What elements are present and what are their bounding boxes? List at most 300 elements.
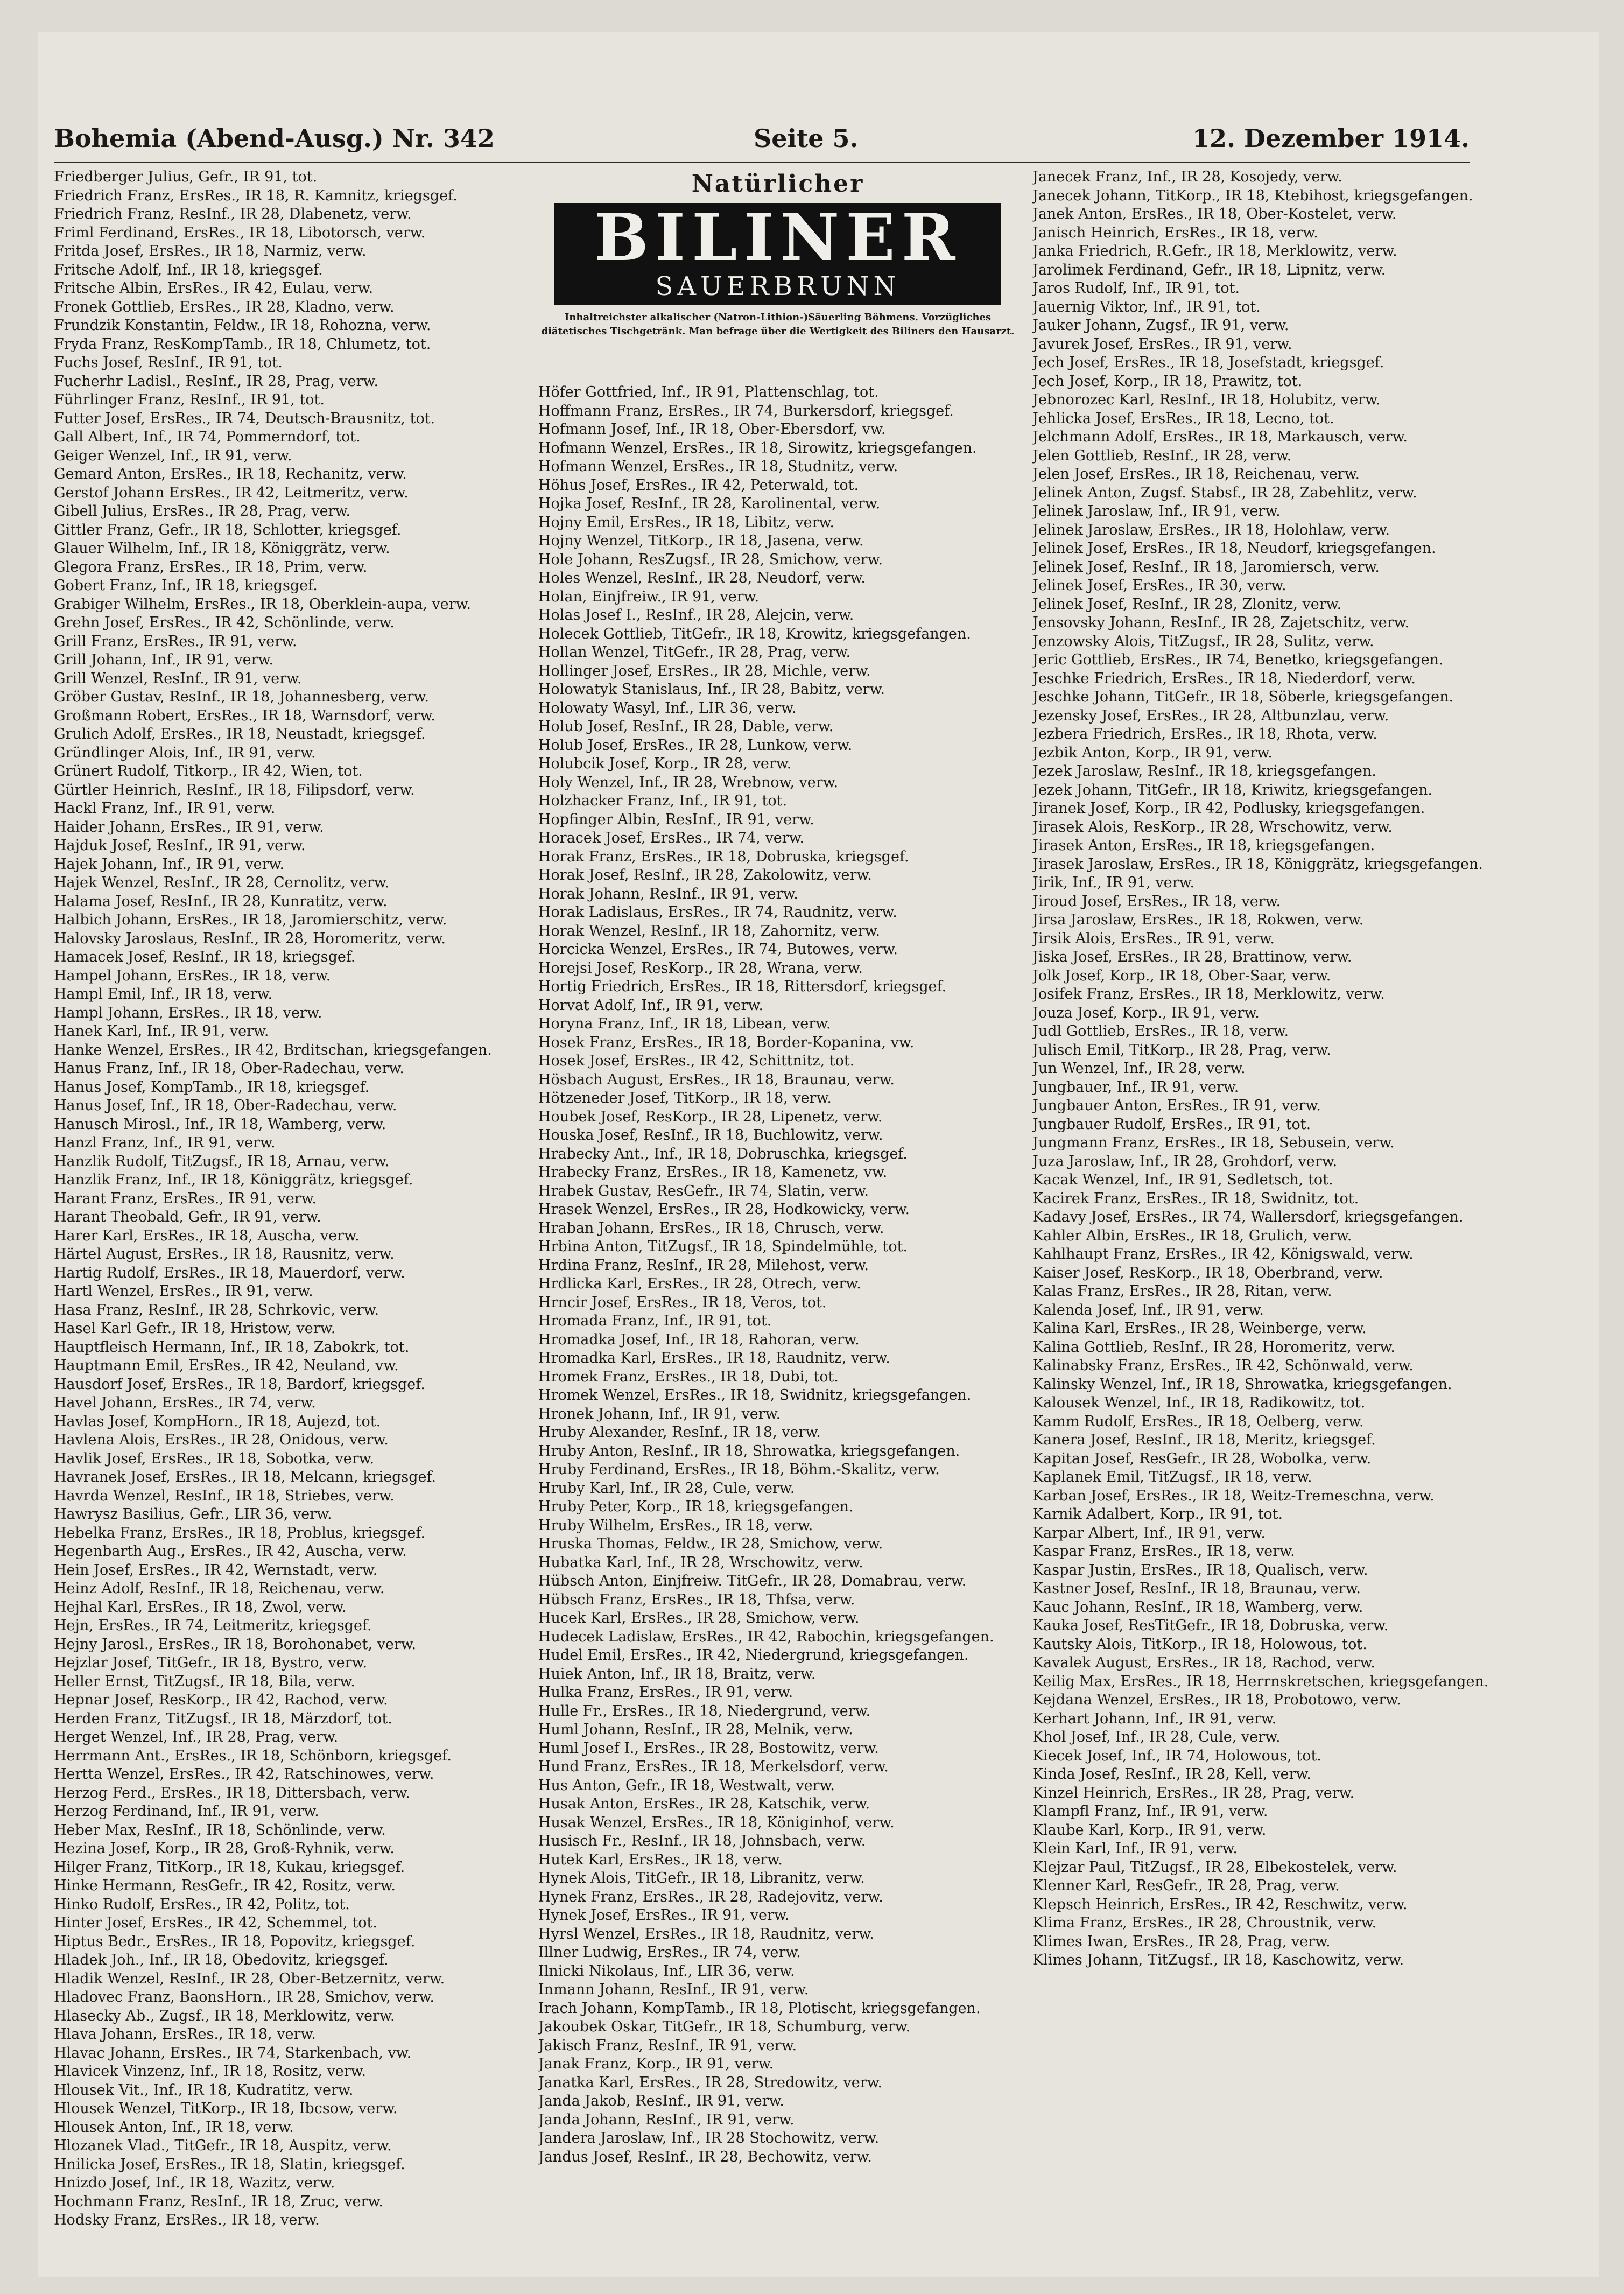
casualty-entry: Kastner Josef, ResInf., IR 18, Braunau, verw. bbox=[1032, 1580, 1361, 1597]
casualty-entry: Kalinsky Wenzel, Inf., IR 18, Shrowatka, kriegsgefangen. bbox=[1032, 1376, 1452, 1393]
casualty-entry: Kinda Josef, ResInf., IR 28, Kell, verw. bbox=[1032, 1766, 1311, 1783]
casualty-entry: Gürtler Heinrich, ResInf., IR 18, Filipsdorf, verw. bbox=[54, 781, 415, 798]
casualty-entry: Klaube Karl, Korp., IR 91, verw. bbox=[1032, 1821, 1267, 1839]
casualty-entry: Futter Josef, ErsRes., IR 74, Deutsch-Brausnitz, tot. bbox=[54, 410, 435, 427]
casualty-entry: Hofmann Wenzel, ErsRes., IR 18, Studnitz, verw. bbox=[538, 458, 898, 475]
casualty-entry: Hötzeneder Josef, TitKorp., IR 18, verw. bbox=[538, 1090, 832, 1106]
masthead-issue: Bohemia (Abend-Ausg.) Nr. 342 bbox=[54, 124, 495, 153]
casualty-entry: Hauptfleisch Hermann, Inf., IR 18, Zabokrk, tot. bbox=[54, 1338, 410, 1356]
casualty-entry: Halovsky Jaroslaus, ResInf., IR 28, Horomeritz, verw. bbox=[54, 930, 446, 947]
casualty-entry: Hoffmann Franz, ErsRes., IR 74, Burkersdorf, kriegsgef. bbox=[538, 402, 954, 419]
casualty-entry: Jiska Josef, ErsRes., IR 28, Brattinow, verw. bbox=[1032, 949, 1352, 965]
casualty-entry: Hanzl Franz, Inf., IR 91, verw. bbox=[54, 1134, 276, 1151]
casualty-entry: Hulle Fr., ErsRes., IR 18, Niedergrund, verw. bbox=[538, 1702, 871, 1720]
casualty-entry: Hladik Wenzel, ResInf., IR 28, Ober-Betzernitz, verw. bbox=[54, 1970, 445, 1987]
casualty-entry: Hasa Franz, ResInf., IR 28, Schrkovic, verw. bbox=[54, 1301, 379, 1318]
casualty-entry: Friedberger Julius, Gefr., IR 91, tot. bbox=[54, 169, 318, 185]
casualty-entry: Kamm Rudolf, ErsRes., IR 18, Oelberg, verw. bbox=[1032, 1413, 1364, 1430]
casualty-entry: Harant Theobald, Gefr., IR 91, verw. bbox=[54, 1209, 321, 1225]
casualty-entry: Hlousek Anton, Inf., IR 18, verw. bbox=[54, 2118, 294, 2136]
casualty-entry: Horyna Franz, Inf., IR 18, Libean, verw. bbox=[538, 1015, 831, 1032]
casualty-entry: Juza Jaroslaw, Inf., IR 28, Grohdorf, verw. bbox=[1032, 1153, 1338, 1170]
casualty-entry: Hausdorf Josef, ErsRes., IR 18, Bardorf, kriegsgef. bbox=[54, 1376, 425, 1393]
casualty-entry: Herget Wenzel, Inf., IR 28, Prag, verw. bbox=[54, 1729, 339, 1745]
casualty-entry: Kaplanek Emil, TitZugsf., IR 18, verw. bbox=[1032, 1469, 1312, 1485]
column-3 bbox=[1032, 168, 1506, 1970]
casualty-entry: Grill Franz, ErsRes., IR 91, verw. bbox=[54, 633, 297, 650]
casualty-entry: Hynek Josef, ErsRes., IR 91, verw. bbox=[538, 1907, 790, 1924]
casualty-entry: Kalina Karl, ErsRes., IR 28, Weinberge, verw. bbox=[1032, 1320, 1367, 1337]
ad-kicker: Natürlicher bbox=[691, 170, 864, 198]
casualty-entry: Klima Franz, ErsRes., IR 28, Chroustnik, verw. bbox=[1032, 1914, 1377, 1931]
casualty-entry: Huml Johann, ResInf., IR 28, Melnik, verw. bbox=[538, 1721, 853, 1738]
casualty-entry: Havrda Wenzel, ResInf., IR 18, Striebes, verw. bbox=[54, 1487, 395, 1504]
casualty-entry: Kauka Josef, ResTitGefr., IR 18, Dobruska, verw. bbox=[1032, 1617, 1389, 1634]
casualty-entry: Heinz Adolf, ResInf., IR 18, Reichenau, verw. bbox=[54, 1580, 385, 1597]
casualty-entry: Hanus Josef, Inf., IR 18, Ober-Radechau, verw. bbox=[54, 1097, 397, 1114]
casualty-entry: Fritsche Albin, ErsRes., IR 42, Eulau, verw. bbox=[54, 280, 374, 297]
casualty-entry: Hofmann Josef, Inf., IR 18, Ober-Ebersdorf, vw. bbox=[538, 421, 886, 438]
casualty-entry: Hampel Johann, ErsRes., IR 18, verw. bbox=[54, 967, 331, 984]
casualty-entry: Klepsch Heinrich, ErsRes., IR 42, Reschwitz, verw. bbox=[1032, 1896, 1408, 1913]
casualty-entry: Hopfinger Albin, ResInf., IR 91, verw. bbox=[538, 811, 814, 828]
casualty-entry: Huml Josef I., ErsRes., IR 28, Bostowitz, verw. bbox=[538, 1739, 879, 1757]
casualty-entry: Herden Franz, TitZugsf., IR 18, Märzdorf, tot. bbox=[54, 1710, 392, 1727]
casualty-entry: Kanera Josef, ResInf., IR 18, Meritz, kriegsgef. bbox=[1032, 1432, 1376, 1448]
casualty-entry: Holzhacker Franz, Inf., IR 91, tot. bbox=[538, 792, 788, 809]
casualty-entry: Fritsche Adolf, Inf., IR 18, kriegsgef. bbox=[54, 261, 323, 278]
casualty-entry: Jakoubek Oskar, TitGefr., IR 18, Schumburg, verw. bbox=[538, 2018, 911, 2035]
casualty-entry: Hejny Jarosl., ErsRes., IR 18, Borohonabet, verw. bbox=[54, 1636, 417, 1653]
casualty-entry: Hole Johann, ResZugsf., IR 28, Smichow, verw. bbox=[538, 551, 883, 568]
casualty-entry: Havlik Josef, ErsRes., IR 18, Sobotka, verw. bbox=[54, 1450, 375, 1467]
casualty-entry: Janda Jakob, ResInf., IR 91, verw. bbox=[538, 2093, 784, 2109]
casualty-entry: Kacak Wenzel, Inf., IR 91, Sedletsch, tot. bbox=[1032, 1171, 1333, 1188]
casualty-entry: Hlozanek Vlad., TitGefr., IR 18, Auspitz, verw. bbox=[54, 2137, 392, 2154]
casualty-entry: Jelinek Josef, ResInf., IR 28, Zlonitz, verw. bbox=[1032, 595, 1342, 613]
casualty-entry: Hanus Josef, KompTamb., IR 18, kriegsgef. bbox=[54, 1078, 370, 1096]
casualty-entry: Kalina Gottlieb, ResInf., IR 28, Horomeritz, verw. bbox=[1032, 1338, 1395, 1356]
casualty-entry: Harant Franz, ErsRes., IR 91, verw. bbox=[54, 1190, 317, 1207]
casualty-entry: Großmann Robert, ErsRes., IR 18, Warnsdorf, verw. bbox=[54, 707, 436, 724]
casualty-entry: Jezensky Josef, ErsRes., IR 28, Altbunzlau, verw. bbox=[1032, 707, 1389, 724]
casualty-entry: Keilig Max, ErsRes., IR 18, Herrnskretschen, kriegsgefangen. bbox=[1032, 1673, 1489, 1690]
casualty-entry: Frundzik Konstantin, Feldw., IR 18, Rohozna, verw. bbox=[54, 317, 431, 334]
casualty-entry: Hollan Wenzel, TitGefr., IR 28, Prag, verw. bbox=[538, 644, 851, 661]
casualty-entry: Hawrysz Basilius, Gefr., LIR 36, verw. bbox=[54, 1506, 332, 1523]
casualty-entry: Jelinek Josef, ErsRes., IR 30, verw. bbox=[1032, 577, 1286, 594]
casualty-entry: Jolk Josef, Korp., IR 18, Ober-Saar, verw. bbox=[1032, 967, 1331, 984]
casualty-entry: Hnilicka Josef, ErsRes., IR 18, Slatin, kriegsgef. bbox=[54, 2156, 405, 2173]
column-1 bbox=[54, 168, 528, 2230]
casualty-entry: Hojny Wenzel, TitKorp., IR 18, Jasena, verw. bbox=[538, 532, 864, 549]
casualty-entry: Holecek Gottlieb, TitGefr., IR 18, Krowitz, kriegsgefangen. bbox=[538, 625, 971, 642]
casualty-entry: Hejn, ErsRes., IR 74, Leitmeritz, kriegsgef. bbox=[54, 1617, 372, 1634]
casualty-entry: Hampl Johann, ErsRes., IR 18, verw. bbox=[54, 1004, 322, 1021]
casualty-entry: Jeschke Friedrich, ErsRes., IR 18, Niederdorf, verw. bbox=[1032, 670, 1416, 687]
casualty-entry: Havlena Alois, ErsRes., IR 28, Onidous, verw. bbox=[54, 1432, 389, 1448]
casualty-entry: Gründlinger Alois, Inf., IR 91, verw. bbox=[54, 744, 316, 761]
casualty-entry: Hladek Joh., Inf., IR 18, Obedovitz, kriegsgef. bbox=[54, 1952, 389, 1968]
casualty-entry: Jelen Gottlieb, ResInf., IR 28, verw. bbox=[1032, 447, 1292, 464]
casualty-entry: Jelchmann Adolf, ErsRes., IR 18, Markausch, verw. bbox=[1032, 429, 1408, 445]
casualty-entry: Hollinger Josef, ErsRes., IR 28, Michle, verw. bbox=[538, 662, 871, 679]
casualty-entry: Heller Ernst, TitZugsf., IR 18, Bila, verw. bbox=[54, 1673, 355, 1690]
casualty-entry: Höhus Josef, ErsRes., IR 42, Peterwald, tot. bbox=[538, 476, 859, 494]
casualty-entry: Jirsik Alois, ErsRes., IR 91, verw. bbox=[1032, 930, 1275, 947]
casualty-entry: Gittler Franz, Gefr., IR 18, Schlotter, kriegsgef. bbox=[54, 521, 402, 538]
casualty-entry: Jebnorozec Karl, ResInf., IR 18, Holubitz, verw. bbox=[1032, 391, 1381, 408]
casualty-entry: Holas Josef I., ResInf., IR 28, Alejcin, verw. bbox=[538, 607, 854, 623]
casualty-entry: Jirasek Anton, ErsRes., IR 18, kriegsgefangen. bbox=[1032, 837, 1375, 854]
ad-brand-name: BILINER bbox=[594, 200, 962, 276]
casualty-entry: Hanus Franz, Inf., IR 18, Ober-Radechau, verw. bbox=[54, 1060, 404, 1077]
casualty-entry: Hlasecky Ab., Zugsf., IR 18, Merklowitz, verw. bbox=[54, 2007, 395, 2024]
casualty-entry: Härtel August, ErsRes., IR 18, Rausnitz, verw. bbox=[54, 1246, 395, 1262]
casualty-entry: Jelinek Jaroslaw, Inf., IR 91, verw. bbox=[1032, 503, 1281, 520]
page-header bbox=[54, 113, 1470, 162]
casualty-entry: Kalinabsky Franz, ErsRes., IR 42, Schönwald, verw. bbox=[1032, 1357, 1414, 1374]
casualty-entry: Horak Wenzel, ResInf., IR 18, Zahornitz, verw. bbox=[538, 922, 881, 939]
casualty-entry: Julisch Emil, TitKorp., IR 28, Prag, verw. bbox=[1032, 1041, 1331, 1058]
casualty-entry: Jezbik Anton, Korp., IR 91, verw. bbox=[1032, 744, 1273, 761]
casualty-entry: Fuchs Josef, ResInf., IR 91, tot. bbox=[54, 354, 283, 371]
casualty-entry: Gemard Anton, ErsRes., IR 18, Rechanitz, verw. bbox=[54, 466, 407, 482]
casualty-entry: Hyrsl Wenzel, ErsRes., IR 18, Raudnitz, verw. bbox=[538, 1925, 874, 1942]
header-rule bbox=[54, 162, 1470, 163]
casualty-entry: Kerhart Johann, Inf., IR 91, verw. bbox=[1032, 1710, 1277, 1727]
casualty-entry: Hartig Rudolf, ErsRes., IR 18, Mauerdorf, verw. bbox=[54, 1264, 405, 1281]
casualty-entry: Hus Anton, Gefr., IR 18, Westwalt, verw. bbox=[538, 1777, 835, 1794]
casualty-entry: Hrdlicka Karl, ErsRes., IR 28, Otrech, verw. bbox=[538, 1275, 861, 1292]
casualty-entry: Janka Friedrich, R.Gefr., IR 18, Merklowitz, verw. bbox=[1032, 243, 1397, 259]
casualty-entry: Hromadka Josef, Inf., IR 18, Rahoran, verw. bbox=[538, 1331, 860, 1348]
casualty-entry: Hynek Alois, TitGefr., IR 18, Libranitz, verw. bbox=[538, 1870, 865, 1886]
casualty-entry: Jandera Jaroslaw, Inf., IR 28 Stochowitz, verw. bbox=[538, 2130, 880, 2146]
casualty-entry: Glauer Wilhelm, Inf., IR 18, Königgrätz, verw. bbox=[54, 540, 390, 557]
casualty-entry: Gerstof Johann ErsRes., IR 42, Leitmeritz, verw. bbox=[54, 484, 409, 501]
casualty-entry: Hartl Wenzel, ErsRes., IR 91, verw. bbox=[54, 1283, 313, 1300]
casualty-entry: Hnizdo Josef, Inf., IR 18, Wazitz, verw. bbox=[54, 2174, 335, 2191]
casualty-entry: Jaros Rudolf, Inf., IR 91, tot. bbox=[1032, 280, 1240, 297]
casualty-entry: Herrmann Ant., ErsRes., IR 18, Schönborn, kriegsgef. bbox=[54, 1747, 452, 1764]
casualty-entry: Kaiser Josef, ResKorp., IR 18, Oberbrand, verw. bbox=[1032, 1264, 1383, 1281]
casualty-entry: Josifek Franz, ErsRes., IR 18, Merklowitz, verw. bbox=[1032, 986, 1385, 1002]
ad-brand-sub: SAUERBRUNN bbox=[655, 271, 901, 301]
casualty-entry: Fronek Gottlieb, ErsRes., IR 28, Kladno, verw. bbox=[54, 298, 395, 315]
casualty-entry: Jauernig Viktor, Inf., IR 91, tot. bbox=[1032, 298, 1261, 315]
casualty-entry: Hynek Franz, ErsRes., IR 28, Radejovitz, verw. bbox=[538, 1888, 883, 1905]
casualty-entry: Hutek Karl, ErsRes., IR 18, verw. bbox=[538, 1851, 783, 1868]
casualty-entry: Kahler Albin, ErsRes., IR 18, Grulich, verw. bbox=[1032, 1227, 1352, 1244]
casualty-entry: Führlinger Franz, ResInf., IR 91, tot. bbox=[54, 391, 325, 408]
casualty-entry: Holan, Einjfreiw., IR 91, verw. bbox=[538, 588, 760, 605]
casualty-entry: Hebelka Franz, ErsRes., IR 18, Problus, kriegsgef. bbox=[54, 1524, 426, 1541]
casualty-entry: Holowaty Wasyl, Inf., LIR 36, verw. bbox=[538, 699, 797, 717]
casualty-entry: Hiptus Bedr., ErsRes., IR 18, Popovitz, kriegsgef. bbox=[54, 1933, 416, 1950]
casualty-entry: Hruby Alexander, ResInf., IR 18, verw. bbox=[538, 1424, 821, 1441]
casualty-entry: Kalousek Wenzel, Inf., IR 18, Radikowitz, tot. bbox=[1032, 1394, 1366, 1411]
casualty-entry: Hejzlar Josef, TitGefr., IR 18, Bystro, verw. bbox=[54, 1654, 368, 1671]
casualty-entry: Jirasek Jaroslaw, ErsRes., IR 18, Königgrätz, kriegsgefangen. bbox=[1032, 855, 1483, 873]
casualty-entry: Hanzlik Rudolf, TitZugsf., IR 18, Arnau, verw. bbox=[54, 1153, 390, 1170]
casualty-entry: Hertta Wenzel, ErsRes., IR 42, Ratschinowes, verw. bbox=[54, 1766, 434, 1783]
casualty-entry: Jiranek Josef, Korp., IR 42, Podlusky, kriegsgefangen. bbox=[1032, 800, 1425, 817]
issue-date: 12. Dezember 1914. bbox=[1192, 124, 1470, 153]
casualty-entry: Kiecek Josef, Inf., IR 74, Holowous, tot. bbox=[1032, 1747, 1321, 1764]
casualty-entry: Hübsch Anton, Einjfreiw. TitGefr., IR 28, Domabrau, verw. bbox=[538, 1573, 967, 1589]
casualty-entry: Jelinek Jaroslaw, ErsRes., IR 18, Holohlaw, verw. bbox=[1032, 521, 1390, 538]
casualty-entry: Havlas Josef, KompHorn., IR 18, Aujezd, tot. bbox=[54, 1413, 381, 1430]
casualty-entry: Kalenda Josef, Inf., IR 91, verw. bbox=[1032, 1301, 1264, 1318]
casualty-entry: Jauker Johann, Zugsf., IR 91, verw. bbox=[1032, 317, 1289, 334]
casualty-entry: Jelinek Josef, ResInf., IR 18, Jaromiersch, verw. bbox=[1032, 558, 1380, 576]
casualty-entry: Hlavicek Vinzenz, Inf., IR 18, Rositz, verw. bbox=[54, 2063, 367, 2080]
casualty-entry: Janecek Franz, Inf., IR 28, Kosojedy, verw. bbox=[1032, 169, 1342, 185]
casualty-entry: Hudecek Ladislaw, ErsRes., IR 42, Rabochin, kriegsgefangen. bbox=[538, 1628, 994, 1645]
casualty-entry: Hlousek Vit., Inf., IR 18, Kudratitz, verw. bbox=[54, 2081, 354, 2099]
casualty-entry: Jarolimek Ferdinand, Gefr., IR 18, Lipnitz, verw. bbox=[1032, 261, 1386, 278]
casualty-entry: Hezina Josef, Korp., IR 28, Groß-Ryhnik, verw. bbox=[54, 1840, 395, 1857]
casualty-entry: Kapitan Josef, ResGefr., IR 28, Wobolka, verw. bbox=[1032, 1450, 1372, 1467]
casualty-entry: Jehlicka Josef, ErsRes., IR 18, Lecno, tot. bbox=[1032, 410, 1334, 427]
casualty-entry: Jirik, Inf., IR 91, verw. bbox=[1032, 874, 1195, 891]
casualty-entry: Klimes Johann, TitZugsf., IR 18, Kaschowitz, verw. bbox=[1032, 1952, 1404, 1968]
casualty-entry: Hlousek Wenzel, TitKorp., IR 18, Ibcsow, verw. bbox=[54, 2100, 398, 2117]
casualty-entry: Jouza Josef, Korp., IR 91, verw. bbox=[1032, 1004, 1260, 1021]
casualty-entry: Horak Josef, ResInf., IR 28, Zakolowitz, verw. bbox=[538, 867, 872, 883]
casualty-entry: Holy Wenzel, Inf., IR 28, Wrebnow, verw. bbox=[538, 774, 839, 791]
casualty-entry: Hrdina Franz, ResInf., IR 28, Milehost, verw. bbox=[538, 1257, 869, 1274]
casualty-entry: Kavalek August, ErsRes., IR 18, Rachod, verw. bbox=[1032, 1654, 1375, 1671]
casualty-entry: Hein Josef, ErsRes., IR 42, Wernstadt, verw. bbox=[54, 1561, 378, 1579]
casualty-entry: Hanzlik Franz, Inf., IR 18, Königgrätz, kriegsgef. bbox=[54, 1171, 413, 1188]
casualty-entry: Hucek Karl, ErsRes., IR 28, Smichow, verw. bbox=[538, 1610, 860, 1626]
casualty-entry: Grünert Rudolf, Titkorp., IR 42, Wien, tot. bbox=[54, 763, 363, 780]
casualty-entry: Hosek Franz, ErsRes., IR 18, Border-Kopanina, vw. bbox=[538, 1034, 915, 1051]
casualty-entry: Janatka Karl, ErsRes., IR 28, Stredowitz, verw. bbox=[538, 2074, 883, 2091]
casualty-entry: Jelinek Josef, ErsRes., IR 18, Neudorf, kriegsgefangen. bbox=[1032, 540, 1436, 557]
casualty-entry: Hampl Emil, Inf., IR 18, verw. bbox=[54, 986, 273, 1002]
casualty-entry: Huiek Anton, Inf., IR 18, Braitz, verw. bbox=[538, 1665, 816, 1682]
casualty-entry: Hrbina Anton, TitZugsf., IR 18, Spindelmühle, tot. bbox=[538, 1238, 908, 1255]
casualty-entry: Horejsi Josef, ResKorp., IR 28, Wrana, verw. bbox=[538, 959, 863, 977]
casualty-entry: Jech Josef, Korp., IR 18, Prawitz, tot. bbox=[1032, 373, 1303, 390]
casualty-entry: Kahlhaupt Franz, ErsRes., IR 42, Königswald, verw. bbox=[1032, 1246, 1414, 1262]
casualty-entry: Klejzar Paul, TitZugsf., IR 28, Elbekostelek, verw. bbox=[1032, 1858, 1397, 1876]
casualty-entry: Hochmann Franz, ResInf., IR 18, Zruc, verw. bbox=[54, 2193, 383, 2210]
casualty-entry: Hackl Franz, Inf., IR 91, verw. bbox=[54, 800, 276, 817]
casualty-entry: Havranek Josef, ErsRes., IR 18, Melcann, kriegsgef. bbox=[54, 1469, 437, 1485]
casualty-entry: Irach Johann, KompTamb., IR 18, Plotischt, kriegsgefangen. bbox=[538, 2000, 981, 2017]
casualty-entry: Glegora Franz, ErsRes., IR 18, Prim, verw. bbox=[54, 558, 368, 576]
casualty-entry: Hudel Emil, ErsRes., IR 42, Niedergrund, kriegsgefangen. bbox=[538, 1647, 969, 1664]
casualty-entry: Kacirek Franz, ErsRes., IR 18, Swidnitz, tot. bbox=[1032, 1190, 1359, 1207]
casualty-entry: Holowatyk Stanislaus, Inf., IR 28, Babitz, verw. bbox=[538, 681, 885, 698]
casualty-entry: Hepnar Josef, ResKorp., IR 42, Rachod, verw. bbox=[54, 1692, 388, 1708]
casualty-entry: Hrabecky Ant., Inf., IR 18, Dobruschka, kriegsgef. bbox=[538, 1145, 908, 1162]
casualty-entry: Klenner Karl, ResGefr., IR 28, Prag, verw. bbox=[1032, 1877, 1340, 1894]
casualty-entry: Houska Josef, ResInf., IR 18, Buchlowitz, verw. bbox=[538, 1127, 883, 1144]
casualty-entry: Grill Johann, Inf., IR 91, verw. bbox=[54, 651, 274, 668]
casualty-entry: Hodsky Franz, ErsRes., IR 18, verw. bbox=[54, 2212, 320, 2228]
casualty-entry: Klein Karl, Inf., IR 91, verw. bbox=[1032, 1840, 1238, 1857]
casualty-entry: Judl Gottlieb, ErsRes., IR 18, verw. bbox=[1032, 1023, 1289, 1040]
casualty-entry: Fryda Franz, ResKompTamb., IR 18, Chlumetz, tot. bbox=[54, 335, 431, 353]
casualty-entry: Hrabek Gustav, ResGefr., IR 74, Slatin, verw. bbox=[538, 1182, 869, 1199]
biliner-advertisement bbox=[538, 168, 1017, 373]
casualty-entry: Janisch Heinrich, ErsRes., IR 18, verw. bbox=[1032, 224, 1318, 241]
casualty-entry: Hruby Karl, Inf., IR 28, Cule, verw. bbox=[538, 1479, 795, 1497]
casualty-entry: Janda Johann, ResInf., IR 91, verw. bbox=[538, 2111, 795, 2128]
casualty-entry: Jandus Josef, ResInf., IR 28, Bechowitz, verw. bbox=[538, 2148, 872, 2165]
casualty-entry: Hruby Wilhelm, ErsRes., IR 18, verw. bbox=[538, 1517, 813, 1534]
casualty-entry: Horak Ladislaus, ErsRes., IR 74, Raudnitz, verw. bbox=[538, 904, 897, 921]
casualty-entry: Kadavy Josef, ErsRes., IR 74, Wallersdorf, kriegsgefangen. bbox=[1032, 1209, 1464, 1225]
casualty-entry: Kalas Franz, ErsRes., IR 28, Ritan, verw. bbox=[1032, 1283, 1332, 1300]
casualty-entry: Karban Josef, ErsRes., IR 18, Weitz-Tremeschna, verw. bbox=[1032, 1487, 1435, 1504]
casualty-entry: Hinter Josef, ErsRes., IR 42, Schemmel, tot. bbox=[54, 1914, 377, 1931]
casualty-entry: Jakisch Franz, ResInf., IR 91, verw. bbox=[538, 2037, 797, 2054]
casualty-entry: Karpar Albert, Inf., IR 91, verw. bbox=[1032, 1524, 1266, 1541]
casualty-entry: Janak Franz, Korp., IR 91, verw. bbox=[538, 2056, 774, 2072]
casualty-entry: Husak Anton, ErsRes., IR 28, Katschik, verw. bbox=[538, 1795, 870, 1812]
casualty-entry: Hrabecky Franz, ErsRes., IR 18, Kamenetz, vw. bbox=[538, 1164, 888, 1181]
casualty-entry: Grehn Josef, ErsRes., IR 42, Schönlinde, verw. bbox=[54, 614, 395, 631]
casualty-entry: Hruska Thomas, Feldw., IR 28, Smichow, verw. bbox=[538, 1535, 883, 1552]
casualty-entry: Jelinek Anton, Zugsf. Stabsf., IR 28, Zabehlitz, verw. bbox=[1032, 484, 1417, 501]
casualty-entry: Horacek Josef, ErsRes., IR 74, verw. bbox=[538, 830, 805, 846]
casualty-entry: Kaspar Justin, ErsRes., IR 18, Qualisch, verw. bbox=[1032, 1561, 1368, 1579]
casualty-entry: Holub Josef, ResInf., IR 28, Dable, verw. bbox=[538, 718, 834, 735]
casualty-entry: Hinke Hermann, ResGefr., IR 42, Rositz, verw. bbox=[54, 1877, 396, 1894]
casualty-entry: Jech Josef, ErsRes., IR 18, Josefstadt, kriegsgef. bbox=[1032, 354, 1384, 371]
casualty-entry: Kauc Johann, ResInf., IR 18, Wamberg, verw. bbox=[1032, 1598, 1363, 1616]
casualty-entry: Illner Ludwig, ErsRes., IR 74, verw. bbox=[538, 1944, 801, 1961]
casualty-entry: Ilnicki Nikolaus, Inf., LIR 36, verw. bbox=[538, 1962, 795, 1980]
casualty-entry: Inmann Johann, ResInf., IR 91, verw. bbox=[538, 1981, 809, 1998]
casualty-entry: Hruby Ferdinand, ErsRes., IR 18, Böhm.-Skalitz, verw. bbox=[538, 1461, 940, 1478]
page-number: Seite 5. bbox=[754, 124, 859, 153]
casualty-entry: Hlavac Johann, ErsRes., IR 74, Starkenbach, vw. bbox=[54, 2044, 412, 2061]
casualty-entry: Friedrich Franz, ErsRes., IR 18, R. Kamnitz, kriegsgef. bbox=[54, 187, 458, 204]
casualty-entry: Jelen Josef, ErsRes., IR 18, Reichenau, verw. bbox=[1032, 466, 1360, 482]
casualty-entry: Jeric Gottlieb, ErsRes., IR 74, Benetko, kriegsgefangen. bbox=[1032, 651, 1444, 668]
casualty-entry: Hösbach August, ErsRes., IR 18, Braunau, verw. bbox=[538, 1071, 895, 1088]
casualty-entry: Karnik Adalbert, Korp., IR 91, tot. bbox=[1032, 1506, 1283, 1523]
casualty-entry: Hund Franz, ErsRes., IR 18, Merkelsdorf, verw. bbox=[538, 1758, 889, 1775]
casualty-entry: Kinzel Heinrich, ErsRes., IR 28, Prag, verw. bbox=[1032, 1784, 1355, 1801]
casualty-entry: Jensovsky Johann, ResInf., IR 28, Zajetschitz, verw. bbox=[1032, 614, 1410, 631]
casualty-entry: Horcicka Wenzel, ErsRes., IR 74, Butowes, verw. bbox=[538, 941, 898, 958]
casualty-entry: Hosek Josef, ErsRes., IR 42, Schittnitz, tot. bbox=[538, 1053, 855, 1069]
casualty-entry: Halbich Johann, ErsRes., IR 18, Jaromierschitz, verw. bbox=[54, 911, 447, 928]
casualty-entry: Hajek Johann, Inf., IR 91, verw. bbox=[54, 855, 285, 873]
casualty-entry: Heber Max, ResInf., IR 18, Schönlinde, verw. bbox=[54, 1821, 386, 1839]
casualty-entry: Klampfl Franz, Inf., IR 91, verw. bbox=[1032, 1803, 1268, 1820]
casualty-entry: Hajek Wenzel, ResInf., IR 28, Cernolitz, verw. bbox=[54, 874, 390, 891]
casualty-entry: Hruby Anton, ResInf., IR 18, Shrowatka, kriegsgefangen. bbox=[538, 1442, 960, 1460]
casualty-entry: Jungmann Franz, ErsRes., IR 18, Sebusein, verw. bbox=[1032, 1134, 1395, 1151]
casualty-entry: Hromada Franz, Inf., IR 91, tot. bbox=[538, 1313, 772, 1329]
casualty-entry: Hruby Peter, Korp., IR 18, kriegsgefangen. bbox=[538, 1498, 854, 1515]
casualty-entry: Hronek Johann, Inf., IR 91, verw. bbox=[538, 1405, 781, 1422]
casualty-entry: Geiger Wenzel, Inf., IR 91, verw. bbox=[54, 447, 292, 464]
casualty-entry: Kaspar Franz, ErsRes., IR 18, verw. bbox=[1032, 1543, 1295, 1560]
casualty-entry: Grill Wenzel, ResInf., IR 91, verw. bbox=[54, 670, 302, 687]
casualty-entry: Jezbera Friedrich, ErsRes., IR 18, Rhota, verw. bbox=[1032, 726, 1377, 742]
casualty-entry: Hajduk Josef, ResInf., IR 91, verw. bbox=[54, 837, 306, 854]
casualty-entry: Houbek Josef, ResKorp., IR 28, Lipenetz, verw. bbox=[538, 1108, 883, 1125]
casualty-entry: Khol Josef, Inf., IR 28, Cule, verw. bbox=[1032, 1729, 1281, 1745]
casualty-entry: Hilger Franz, TitKorp., IR 18, Kukau, kriegsgef. bbox=[54, 1858, 405, 1876]
casualty-entry: Friedrich Franz, ResInf., IR 28, Dlabenetz, verw. bbox=[54, 206, 412, 222]
casualty-entry: Hanusch Mirosl., Inf., IR 18, Wamberg, verw. bbox=[54, 1116, 386, 1133]
casualty-entry: Höfer Gottfried, Inf., IR 91, Plattenschlag, tot. bbox=[538, 384, 879, 401]
casualty-entry: Jiroud Josef, ErsRes., IR 18, verw. bbox=[1032, 893, 1281, 910]
casualty-entry: Grulich Adolf, ErsRes., IR 18, Neustadt, kriegsgef. bbox=[54, 726, 426, 742]
casualty-entry: Friml Ferdinand, ErsRes., IR 18, Libotorsch, verw. bbox=[54, 224, 426, 241]
ad-description: Inhaltreichster alkalischer (Natron-Lithion-)Säuerling Böhmens. Vorzügliches diätetisches Tischgetränk. Man befrage über die Wertigkeit des Biliners den Hausarzt. bbox=[541, 312, 1015, 337]
casualty-entry: Jungbauer, Inf., IR 91, verw. bbox=[1032, 1078, 1239, 1096]
casualty-entry: Hladovec Franz, BaonsHorn., IR 28, Smichov, verw. bbox=[54, 1989, 434, 2005]
casualty-entry: Hauptmann Emil, ErsRes., IR 42, Neuland, vw. bbox=[54, 1357, 399, 1374]
casualty-entry: Halama Josef, ResInf., IR 28, Kunratitz, verw. bbox=[54, 893, 388, 910]
casualty-entry: Janek Anton, ErsRes., IR 18, Ober-Kostelet, verw. bbox=[1032, 206, 1397, 222]
casualty-entry: Grabiger Wilhelm, ErsRes., IR 18, Oberklein-aupa, verw. bbox=[54, 595, 472, 613]
casualty-entry: Herzog Ferd., ErsRes., IR 18, Dittersbach, verw. bbox=[54, 1784, 410, 1801]
casualty-entry: Holubcik Josef, Korp., IR 28, verw. bbox=[538, 755, 792, 772]
casualty-entry: Kautsky Alois, TitKorp., IR 18, Holowous, tot. bbox=[1032, 1636, 1367, 1653]
casualty-entry: Holub Josef, ErsRes., IR 28, Lunkow, verw. bbox=[538, 736, 853, 754]
casualty-entry: Hlava Johann, ErsRes., IR 18, verw. bbox=[54, 2026, 316, 2043]
casualty-entry: Hojka Josef, ResInf., IR 28, Karolinental, verw. bbox=[538, 495, 881, 512]
ad-brand-box bbox=[554, 200, 1001, 305]
casualty-entry: Jezek Jaroslaw, ResInf., IR 18, kriegsgefangen. bbox=[1032, 763, 1376, 780]
casualty-entry: Horak Franz, ErsRes., IR 18, Dobruska, kriegsgef. bbox=[538, 848, 909, 865]
casualty-entry: Hrncir Josef, ErsRes., IR 18, Veros, tot. bbox=[538, 1294, 827, 1311]
casualty-entry: Jezek Johann, TitGefr., IR 18, Kriwitz, kriegsgefangen. bbox=[1032, 781, 1432, 798]
casualty-entry: Horvat Adolf, Inf., IR 91, verw. bbox=[538, 997, 763, 1014]
casualty-entry: Jungbauer Anton, ErsRes., IR 91, verw. bbox=[1032, 1097, 1321, 1114]
casualty-entry: Gall Albert, Inf., IR 74, Pommerndorf, tot. bbox=[54, 429, 361, 445]
casualty-entry: Hraban Johann, ErsRes., IR 18, Chrusch, verw. bbox=[538, 1219, 884, 1237]
casualty-entry: Fritda Josef, ErsRes., IR 18, Narmiz, verw. bbox=[54, 243, 367, 259]
casualty-entry: Jun Wenzel, Inf., IR 28, verw. bbox=[1032, 1060, 1246, 1077]
casualty-entry: Haider Johann, ErsRes., IR 91, verw. bbox=[54, 818, 324, 836]
casualty-entry: Hanek Karl, Inf., IR 91, verw. bbox=[54, 1023, 269, 1040]
casualty-entry: Jungbauer Rudolf, ErsRes., IR 91, tot. bbox=[1032, 1116, 1311, 1133]
casualty-entry: Hromek Franz, ErsRes., IR 18, Dubi, tot. bbox=[538, 1368, 839, 1385]
casualty-entry: Hubatka Karl, Inf., IR 28, Wrschowitz, verw. bbox=[538, 1554, 863, 1571]
casualty-entry: Havel Johann, ErsRes., IR 74, verw. bbox=[54, 1394, 316, 1411]
casualty-entry: Hofmann Wenzel, ErsRes., IR 18, Sirowitz, kriegsgefangen. bbox=[538, 439, 977, 457]
casualty-entry: Hinko Rudolf, ErsRes., IR 42, Politz, tot. bbox=[54, 1896, 350, 1913]
column-2 bbox=[538, 383, 1012, 2166]
casualty-entry: Janecek Johann, TitKorp., IR 18, Ktebihost, kriegsgefangen. bbox=[1032, 187, 1473, 204]
casualty-entry: Hübsch Franz, ErsRes., IR 18, Thfsa, verw. bbox=[538, 1591, 855, 1608]
casualty-entry: Hromadka Karl, ErsRes., IR 18, Raudnitz, verw. bbox=[538, 1350, 890, 1366]
casualty-entry: Harer Karl, ErsRes., IR 18, Auscha, verw. bbox=[54, 1227, 360, 1244]
casualty-entry: Hromek Wenzel, ErsRes., IR 18, Swidnitz, kriegsgefangen. bbox=[538, 1387, 972, 1404]
casualty-entry: Hejhal Karl, ErsRes., IR 18, Zwol, verw. bbox=[54, 1598, 347, 1616]
casualty-entry: Hulka Franz, ErsRes., IR 91, verw. bbox=[538, 1684, 793, 1701]
casualty-entry: Fucherhr Ladisl., ResInf., IR 28, Prag, verw. bbox=[54, 373, 378, 390]
casualty-entry: Gibell Julius, ErsRes., IR 28, Prag, verw. bbox=[54, 503, 350, 520]
casualty-entry: Hanke Wenzel, ErsRes., IR 42, Brditschan, kriegsgefangen. bbox=[54, 1041, 492, 1058]
casualty-entry: Jenzowsky Alois, TitZugsf., IR 28, Sulitz, verw. bbox=[1032, 633, 1374, 650]
casualty-entry: Jeschke Johann, TitGefr., IR 18, Söberle, kriegsgefangen. bbox=[1032, 689, 1454, 705]
